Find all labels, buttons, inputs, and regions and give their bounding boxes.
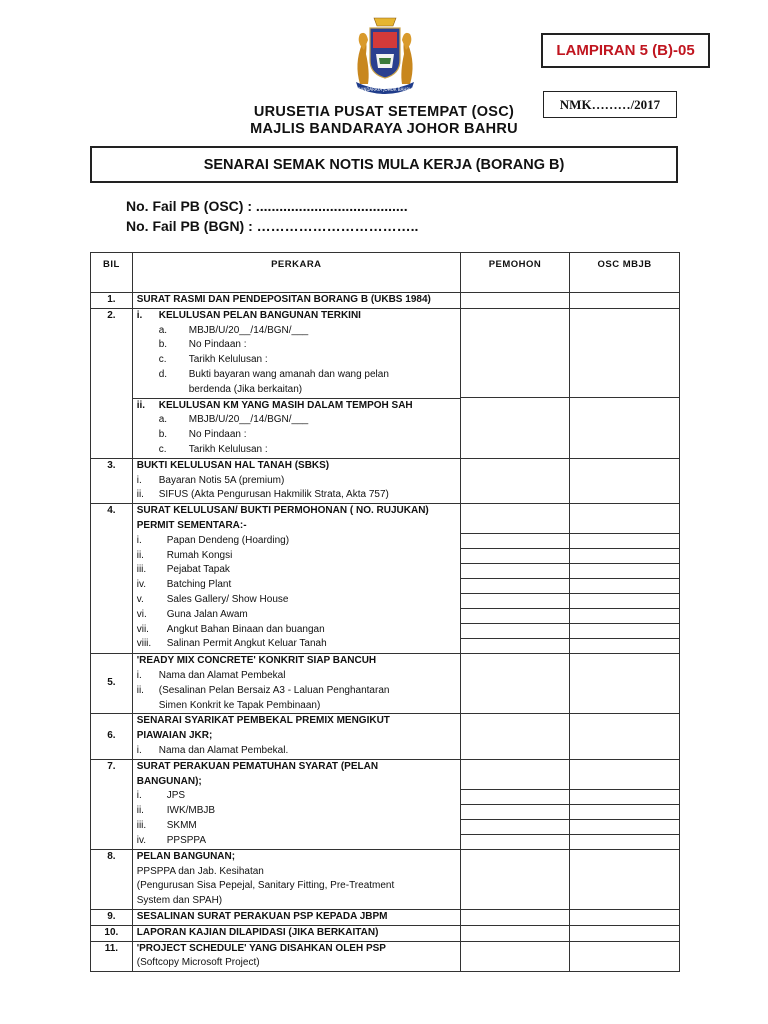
table-header-row [91,253,680,293]
document-title: SENARAI SEMAK NOTIS MULA KERJA (BORANG B) [90,146,678,183]
row-item-text: SENARAI SYARIKAT PEMBEKAL PREMIX MENGIKUT PIAWAIAN JKR; i. Nama dan Alamat Pembekal. [132,714,460,759]
row-number: 6. [91,714,133,759]
col-header-osc-mbjb: OSC MBJB [570,253,680,293]
row-item-text: 'READY MIX CONCRETE' KONKRIT SIAP BANCUH i. Nama dan Alamat Pembekal ii. (Sesalinan Pelan Bersaiz A3 - Laluan Penghantaran Simen Konkrit ke Tapak Pembinaan) [132,654,460,714]
org-line-1: URUSETIA PUSAT SETEMPAT (OSC) [253,104,515,120]
table-row [91,308,680,458]
row-item-text: BUKTI KELULUSAN HAL TANAH (SBKS) i. Bayaran Notis 5A (premium) ii. SIFUS (Akta Pengurusan Hakmilik Strata, Akta 757) [132,458,460,503]
osc-checkbox-cell[interactable] [570,293,680,309]
col-header-perkara: PERKARA [132,253,460,293]
table-row [91,654,680,714]
crest-caption: BANDARAYA JOHOR BAHRU [357,87,413,92]
pemohon-checkbox-cell[interactable] [460,458,569,503]
row-number: 9. [91,909,133,925]
pemohon-checkbox-cell[interactable] [460,759,569,849]
osc-checkbox-cell[interactable] [570,308,680,458]
osc-checkbox-cell[interactable] [570,759,680,849]
row-item-text: i. KELULUSAN PELAN BANGUNAN TERKINI a. MBJB/U/20__/14/BGN/___ b. No Pindaan : c. Tarikh Kelulusan : d. Bukti bayaran wang amanah dan wang pelan berdenda (Jika berkaitan) ii. KELULUSAN KM YANG MASIH DALAM TEMPOH SAH a. MBJB/U/20__/14/BGN/___ b. No Pindaan : c. Tarikh Kelulusan : [132,308,460,458]
pemohon-checkbox-cell[interactable] [460,654,569,714]
table-row [91,759,680,849]
pemohon-checkbox-cell[interactable] [460,909,569,925]
osc-checkbox-cell[interactable] [570,925,680,941]
col-header-bil: BIL [91,253,133,293]
osc-checkbox-cell[interactable] [570,714,680,759]
osc-checkbox-cell[interactable] [570,941,680,972]
row-item-text: SURAT PERAKUAN PEMATUHAN SYARAT (PELAN BANGUNAN); i. JPS ii. IWK/MBJB iii. SKMM iv. PPSPPA [132,759,460,849]
row-item-text: SESALINAN SURAT PERAKUAN PSP KEPADA JBPM [132,909,460,925]
row-item-text: LAPORAN KAJIAN DILAPIDASI (JIKA BERKAITAN) [132,925,460,941]
osc-checkbox-cell[interactable] [570,654,680,714]
pemohon-checkbox-cell[interactable] [460,504,569,654]
row-number: 3. [91,458,133,503]
osc-checkbox-cell[interactable] [570,909,680,925]
table-row [91,849,680,909]
row-item-text: 'PROJECT SCHEDULE' YANG DISAHKAN OLEH PSP (Softcopy Microsoft Project) [132,941,460,972]
pemohon-checkbox-cell[interactable] [460,293,569,309]
org-line-2: MAJLIS BANDARAYA JOHOR BAHRU [250,121,518,137]
osc-checkbox-cell[interactable] [570,458,680,503]
pemohon-checkbox-cell[interactable] [460,925,569,941]
col-header-pemohon: PEMOHON [460,253,569,293]
table-row [91,293,680,309]
row-number: 7. [91,759,133,849]
table-row [91,909,680,925]
file-no-osc: No. Fail PB (OSC) : ....................................... [126,198,408,214]
nmk-reference-box: NMK………/2017 [543,91,677,118]
table-row [91,941,680,972]
row-item-text: SURAT RASMI DAN PENDEPOSITAN BORANG B (UKBS 1984) [132,293,460,309]
row-number: 5. [91,654,133,714]
pemohon-checkbox-cell[interactable] [460,308,569,458]
pemohon-checkbox-cell[interactable] [460,849,569,909]
checklist-table [90,252,680,972]
row-number: 2. [91,308,133,458]
table-row [91,458,680,503]
table-row [91,714,680,759]
table-row [91,925,680,941]
pemohon-checkbox-cell[interactable] [460,714,569,759]
row-number: 1. [91,293,133,309]
row-item-text: PELAN BANGUNAN; PPSPPA dan Jab. Kesihatan (Pengurusan Sisa Pepejal, Sanitary Fitting, Pre-Treatment System dan SPAH) [132,849,460,909]
row-number: 8. [91,849,133,909]
table-row [91,504,680,654]
row-item-text: SURAT KELULUSAN/ BUKTI PERMOHONAN ( NO. RUJUKAN) PERMIT SEMENTARA:- i. Papan Dendeng (Hoarding) ii. Rumah Kongsi iii. Pejabat Tapak iv. Batching Plant v. Sales Gallery/ Show House vi. Guna Jalan Awam vii. Angkut Bahan Binaan dan buangan viii. Salinan Permit Angkut Keluar Tanah [132,504,460,654]
row-number: 11. [91,941,133,972]
row-number: 10. [91,925,133,941]
osc-checkbox-cell[interactable] [570,849,680,909]
row-number: 4. [91,504,133,654]
lampiran-label: LAMPIRAN 5 (B)-05 [541,33,710,68]
osc-checkbox-cell[interactable] [570,504,680,654]
file-no-bgn: No. Fail PB (BGN) : …………………………….. [126,218,419,234]
mbjb-crest-logo [346,14,424,100]
pemohon-checkbox-cell[interactable] [460,941,569,972]
